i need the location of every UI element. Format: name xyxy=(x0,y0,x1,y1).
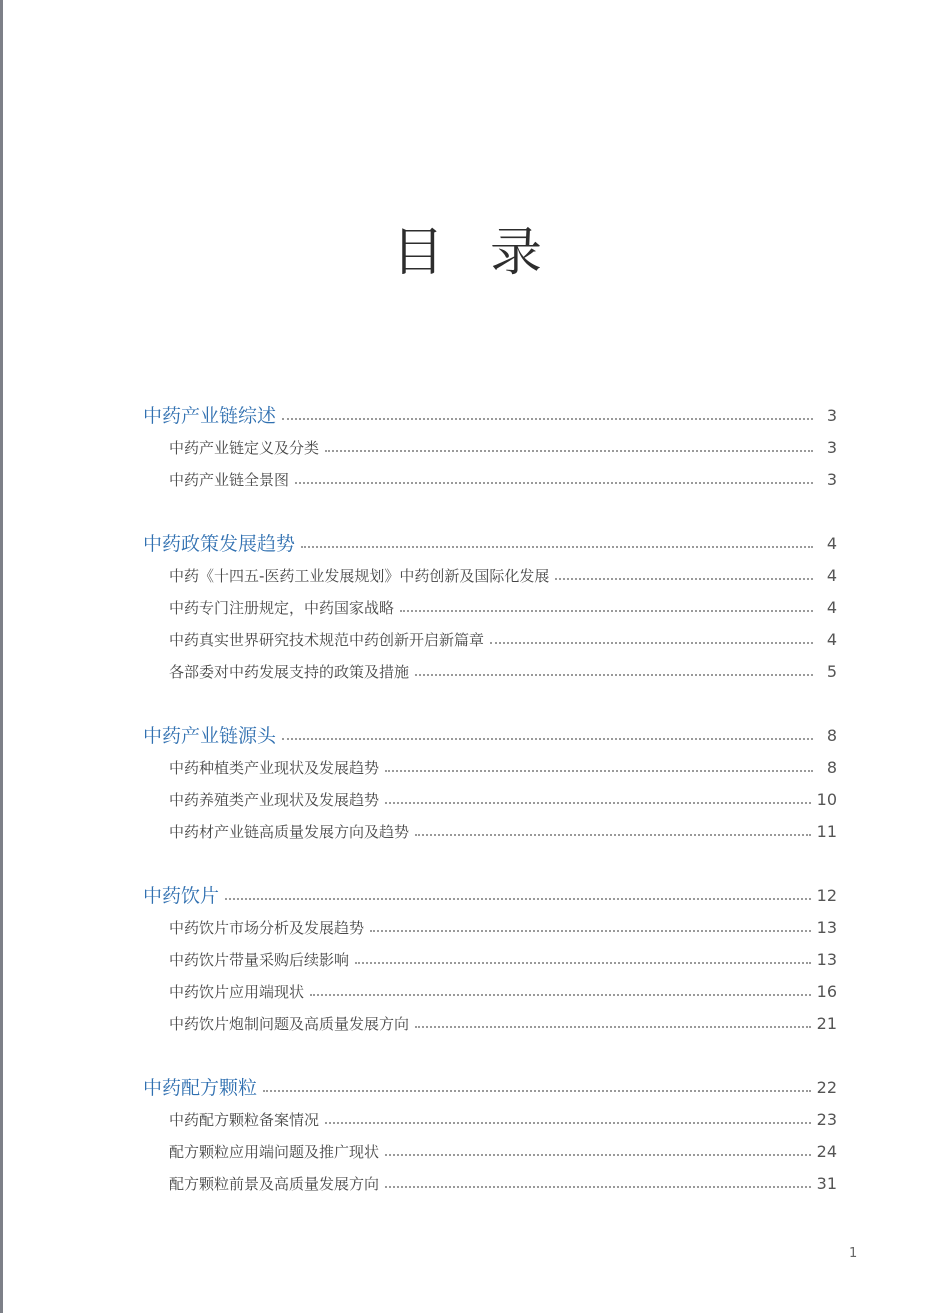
toc-entry[interactable] xyxy=(143,816,837,848)
dot-leader xyxy=(385,802,811,804)
entry-page: 24 xyxy=(816,1142,837,1161)
entry-page: 4 xyxy=(826,630,837,649)
entry-page: 11 xyxy=(816,822,837,841)
dot-leader xyxy=(355,962,811,964)
dot-leader xyxy=(263,1090,811,1092)
dot-leader xyxy=(295,482,813,484)
entry-page: 31 xyxy=(816,1174,837,1193)
entry-title: 中药产业链全景图 xyxy=(169,471,290,489)
entry-title: 中药种植类产业现状及发展趋势 xyxy=(169,759,380,777)
dot-leader xyxy=(400,610,813,612)
section-page: 12 xyxy=(816,886,837,905)
toc-section-heading[interactable] xyxy=(143,720,837,752)
section-title: 中药政策发展趋势 xyxy=(143,533,296,555)
entry-page: 10 xyxy=(816,790,837,809)
toc-entry[interactable] xyxy=(143,1008,837,1040)
toc-section xyxy=(143,720,837,848)
entry-page: 13 xyxy=(816,918,837,937)
toc-entry[interactable] xyxy=(143,1104,837,1136)
page-title: 目录 xyxy=(391,223,588,283)
entry-title: 中药产业链定义及分类 xyxy=(169,439,320,457)
dot-leader xyxy=(301,546,813,548)
entry-title: 中药养殖类产业现状及发展趋势 xyxy=(169,791,380,809)
toc-entry[interactable] xyxy=(143,1136,837,1168)
entry-title: 中药饮片市场分析及发展趋势 xyxy=(169,919,365,937)
dot-leader xyxy=(385,1154,811,1156)
toc-section-heading[interactable] xyxy=(143,1072,837,1104)
entry-title: 中药材产业链高质量发展方向及趋势 xyxy=(169,823,410,841)
toc-entry[interactable] xyxy=(143,592,837,624)
entry-page: 3 xyxy=(826,438,837,457)
dot-leader xyxy=(415,674,813,676)
entry-page: 13 xyxy=(816,950,837,969)
section-page: 8 xyxy=(826,726,837,745)
section-page: 22 xyxy=(816,1078,837,1097)
entry-title: 中药《十四五-医药工业发展规划》中药创新及国际化发展 xyxy=(169,567,550,585)
entry-page: 8 xyxy=(826,758,837,777)
section-title: 中药配方颗粒 xyxy=(143,1077,258,1099)
toc-section xyxy=(143,1072,837,1200)
entry-title: 中药配方颗粒备案情况 xyxy=(169,1111,320,1129)
dot-leader xyxy=(385,1186,811,1188)
toc-entry[interactable] xyxy=(143,624,837,656)
toc-entry[interactable] xyxy=(143,784,837,816)
entry-page: 21 xyxy=(816,1014,837,1033)
toc-section xyxy=(143,880,837,1040)
toc-section-heading[interactable] xyxy=(143,880,837,912)
entry-title: 中药饮片应用端现状 xyxy=(169,983,305,1001)
entry-title: 中药真实世界研究技术规范中药创新开启新篇章 xyxy=(169,631,485,649)
section-page: 4 xyxy=(826,534,837,553)
section-page: 3 xyxy=(826,406,837,425)
toc-entry[interactable] xyxy=(143,1168,837,1200)
toc-section-heading[interactable] xyxy=(143,400,837,432)
section-title: 中药饮片 xyxy=(143,885,220,907)
toc-entry[interactable] xyxy=(143,464,837,496)
dot-leader xyxy=(490,642,813,644)
entry-title: 中药饮片炮制问题及高质量发展方向 xyxy=(169,1015,410,1033)
dot-leader xyxy=(225,898,811,900)
toc-section-heading[interactable] xyxy=(143,528,837,560)
toc-entry[interactable] xyxy=(143,656,837,688)
entry-title: 各部委对中药发展支持的政策及措施 xyxy=(169,663,410,681)
dot-leader xyxy=(370,930,811,932)
dot-leader xyxy=(310,994,811,996)
toc-entry[interactable] xyxy=(143,944,837,976)
dot-leader xyxy=(415,1026,811,1028)
dot-leader xyxy=(325,1122,811,1124)
entry-title: 中药饮片带量采购后续影响 xyxy=(169,951,350,969)
entry-title: 配方颗粒应用端问题及推广现状 xyxy=(169,1143,380,1161)
entry-title: 中药专门注册规定，中药国家战略 xyxy=(169,599,395,617)
dot-leader xyxy=(282,418,813,420)
toc-section xyxy=(143,400,837,496)
entry-title: 配方颗粒前景及高质量发展方向 xyxy=(169,1175,380,1193)
toc-entry[interactable] xyxy=(143,432,837,464)
dot-leader xyxy=(555,578,813,580)
page-number: 1 xyxy=(849,1246,858,1261)
binding-edge xyxy=(0,0,3,1313)
dot-leader xyxy=(325,450,813,452)
entry-page: 3 xyxy=(826,470,837,489)
dot-leader xyxy=(282,738,813,740)
entry-page: 5 xyxy=(826,662,837,681)
section-title: 中药产业链源头 xyxy=(143,725,277,747)
toc-entry[interactable] xyxy=(143,912,837,944)
entry-page: 4 xyxy=(826,598,837,617)
toc-entry[interactable] xyxy=(143,752,837,784)
dot-leader xyxy=(415,834,811,836)
toc-section xyxy=(143,528,837,688)
toc-entry[interactable] xyxy=(143,560,837,592)
entry-page: 16 xyxy=(816,982,837,1001)
toc-entry[interactable] xyxy=(143,976,837,1008)
entry-page: 23 xyxy=(816,1110,837,1129)
entry-page: 4 xyxy=(826,566,837,585)
dot-leader xyxy=(385,770,813,772)
table-of-contents xyxy=(143,400,837,1232)
section-title: 中药产业链综述 xyxy=(143,405,277,427)
